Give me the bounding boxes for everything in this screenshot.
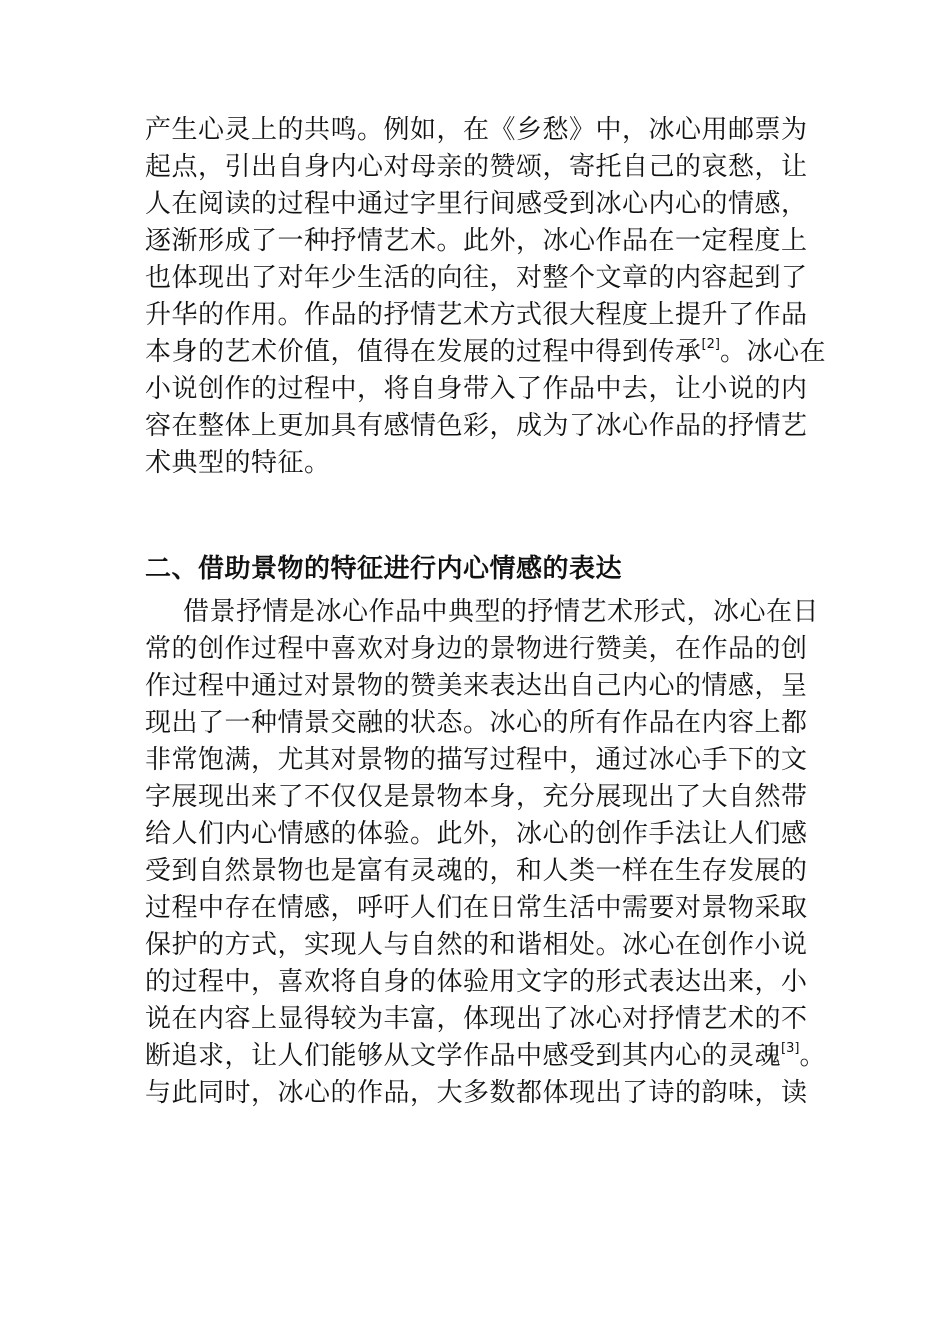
citation-ref-3[interactable]: [3] [781, 1041, 800, 1056]
paragraph-line: 升华的作用。作品的抒情艺术方式很大程度上提升了作品 [145, 300, 808, 330]
paragraph-line: 借景抒情是冰心作品中典型的抒情艺术形式，冰心在日 [183, 597, 820, 627]
paragraph-line: 作过程中通过对景物的赞美来表达出自己内心的情感，呈 [145, 671, 808, 701]
paragraph-line: 人在阅读的过程中通过字里行间感受到冰心内心的情感， [145, 189, 808, 219]
paragraph-line: 也体现出了对年少生活的向往，对整个文章的内容起到了 [145, 263, 808, 293]
line-text: 本身的艺术价值，值得在发展的过程中得到传承 [145, 337, 702, 367]
paragraph-line-with-ref [145, 334, 826, 371]
paragraph-line-with-ref [145, 1038, 826, 1075]
line-text: 断追求，让人们能够从文学作品中感受到其内心的灵魂 [145, 1041, 782, 1071]
paragraph-line: 常的创作过程中喜欢对身边的景物进行赞美，在作品的创 [145, 634, 808, 664]
paragraph-line: 起点，引出自身内心对母亲的赞颂，寄托自己的哀愁，让 [145, 152, 808, 182]
paragraph-line: 逐渐形成了一种抒情艺术。此外，冰心作品在一定程度上 [145, 226, 808, 256]
paragraph-1 [145, 112, 826, 482]
paragraph-line: 保护的方式，实现人与自然的和谐相处。冰心在创作小说 [145, 930, 808, 960]
paragraph-line: 术典型的特征。 [145, 448, 331, 478]
paragraph-2 [145, 594, 826, 1112]
paragraph-line: 给人们内心情感的体验。此外，冰心的创作手法让人们感 [145, 819, 808, 849]
paragraph-line: 过程中存在情感，呼吁人们在日常生活中需要对景物采取 [145, 893, 808, 923]
paragraph-line: 小说创作的过程中，将自身带入了作品中去，让小说的内 [145, 374, 808, 404]
line-tail: 。 [799, 1041, 826, 1071]
paragraph-line: 现出了一种情景交融的状态。冰心的所有作品在内容上都 [145, 708, 808, 738]
section-heading: 二、借助景物的特征进行内心情感的表达 [145, 554, 623, 584]
line-tail: 。冰心在 [719, 337, 826, 367]
paragraph-line: 产生心灵上的共鸣。例如，在《乡愁》中，冰心用邮票为 [145, 115, 808, 145]
citation-ref-2[interactable]: [2] [701, 337, 720, 352]
paragraph-line: 受到自然景物也是富有灵魂的，和人类一样在生存发展的 [145, 856, 808, 886]
paragraph-line: 非常饱满，尤其对景物的描写过程中，通过冰心手下的文 [145, 745, 808, 775]
paragraph-line: 与此同时，冰心的作品，大多数都体现出了诗的韵味，读 [145, 1078, 808, 1108]
paragraph-line: 字展现出来了不仅仅是景物本身，充分展现出了大自然带 [145, 782, 808, 812]
paragraph-line: 容在整体上更加具有感情色彩，成为了冰心作品的抒情艺 [145, 411, 808, 441]
paragraph-line: 的过程中，喜欢将自身的体验用文字的形式表达出来，小 [145, 967, 808, 997]
paragraph-line: 说在内容上显得较为丰富，体现出了冰心对抒情艺术的不 [145, 1004, 808, 1034]
